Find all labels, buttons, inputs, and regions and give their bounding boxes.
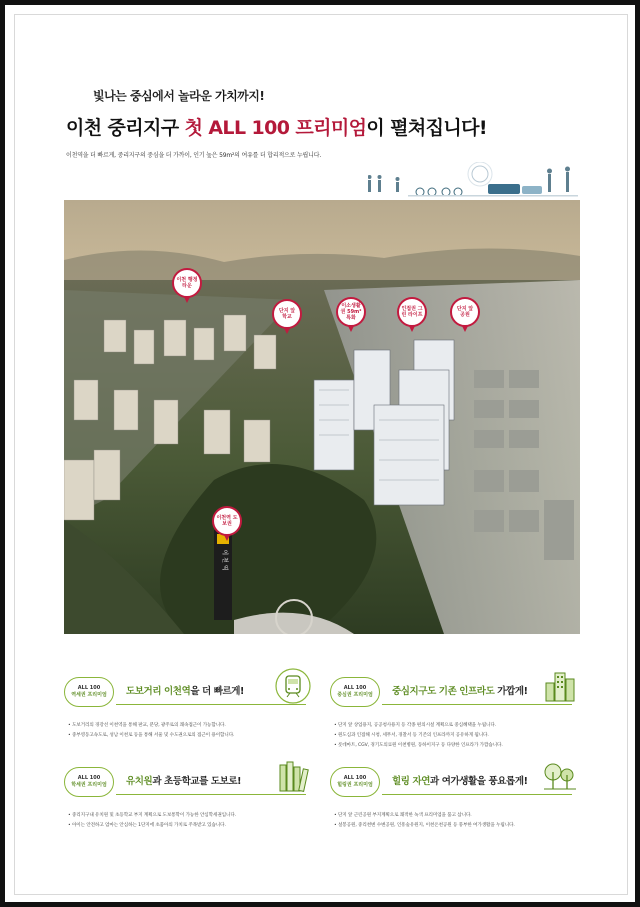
bullet-list — [68, 721, 234, 741]
sub-text: 빛나는 — [93, 89, 130, 103]
pin-label: 이천역 도보권 — [216, 515, 238, 527]
title-accent: 첫 ALL 100 프리미엄 — [184, 117, 367, 139]
pin-label: 이천 행정타운 — [176, 277, 198, 289]
card-title — [126, 683, 244, 697]
badge-bottom: 학세권 프리미엄 — [71, 782, 107, 788]
badge-top: ALL 100 — [77, 685, 101, 691]
bullet-list — [334, 811, 515, 831]
bullet-list — [334, 721, 503, 751]
badge-top: ALL 100 — [77, 775, 101, 781]
premium-badge — [330, 677, 380, 707]
sub-text: 에서 놀라운 — [152, 89, 215, 103]
books-icon — [274, 757, 312, 795]
map-pin — [397, 297, 427, 327]
bullet-item: • 원도심과 인접해 시청, 세무서, 경찰서 등 기존의 인프라까지 공유하게 됩니다. — [334, 733, 489, 738]
station-sign: 이 천 역 — [221, 549, 228, 571]
card-title-highlight: 도보거리 이천역 — [126, 686, 191, 697]
bullet-item: • 단지 앞 상업용지, 공공청사용지 등 각종 편의시설 계획으로 중심혜택을 누립니다. — [334, 723, 497, 728]
aerial-rendering — [64, 200, 580, 634]
bullet-item: • 중부영동고속도로, 성남 이천로 등을 통해 서울 및 수도권으로의 접근이 용이합니다. — [68, 733, 235, 738]
title-part: 이천 중리지구 — [66, 117, 185, 139]
train-icon — [274, 667, 312, 705]
bullet-item: • 도보거리의 경강선 이천역을 통해 판교, 분당, 광주로의 쾌속접근이 가능합니다. — [68, 723, 226, 728]
badge-bottom: 역세권 프리미엄 — [71, 692, 107, 698]
card-title — [392, 773, 528, 787]
sub-bold-2: 가치 — [214, 89, 238, 103]
bullet-item: • 롯데마트, CGV, 경기도의료원 이천병원, 동하이지구 등 다양한 인프라가 가깝습니다. — [334, 743, 503, 748]
sub-text: 까지! — [237, 89, 265, 103]
premium-badge — [64, 677, 114, 707]
map-pin — [336, 297, 366, 327]
map-pin — [212, 506, 242, 536]
badge-bottom: 힐링권 프리미엄 — [337, 782, 373, 788]
sub-bold-1: 중심 — [129, 89, 153, 103]
map-pin — [172, 268, 202, 298]
card-title-highlight: 중심지구도 기존 인프라도 — [392, 686, 495, 697]
premium-badge — [330, 767, 380, 797]
buildings-icon — [540, 667, 578, 705]
card-title — [126, 773, 241, 787]
bullet-item: • 단지 앞 근린공원 부지계획으로 쾌적한 녹색 프리미엄을 품고 삽니다. — [334, 813, 472, 818]
tree-icon — [540, 757, 578, 795]
badge-top: ALL 100 — [343, 685, 367, 691]
card-title — [392, 683, 528, 697]
bullet-item: • 중리지구내 유치원 및 초등학교 부지 계획으로 도보통학이 가능한 안심학세권입니다. — [68, 813, 237, 818]
pin-label: 이소생활권 59m² 특화 — [340, 303, 362, 321]
title-part: 이 펼쳐집니다! — [366, 117, 487, 139]
badge-bottom: 중심권 프리미엄 — [337, 692, 373, 698]
map-pin — [272, 299, 302, 329]
page-title — [66, 113, 487, 140]
card-title-highlight: 힐링 자연 — [392, 776, 431, 787]
bullet-item: • 설봉공원, 중리천변 수변공원, 인흥숲유원지, 이천온천공원 등 풍부한 여가생활을 누립니다. — [334, 823, 515, 828]
bullet-list — [68, 811, 236, 831]
card-title-rest: 가깝게! — [494, 686, 528, 697]
pin-label: 단지 앞 공원 — [456, 306, 474, 318]
people-illustration — [368, 162, 580, 202]
pin-label: 단지 앞 학교 — [278, 308, 296, 320]
card-title-highlight: 유치원 — [126, 776, 153, 787]
page-description: 이천역을 더 빠르게, 중리지구의 중심을 더 가까이, 인기 높은 59m²의 여유를 더 합리적으로 누립니다. — [66, 152, 322, 159]
badge-top: ALL 100 — [343, 775, 367, 781]
pin-label: 인접권 그린 라이프 — [401, 306, 423, 318]
card-title-rest: 과 초등학교를 도보로! — [152, 776, 242, 787]
subheadline — [93, 87, 264, 104]
bullet-item: • 아이는 안전하고 엄마는 안심하는 1단지에 초품아의 가치로 주목받고 있습니다. — [68, 823, 226, 828]
premium-badge — [64, 767, 114, 797]
card-title-rest: 을 더 빠르게! — [190, 686, 244, 697]
map-pin — [450, 297, 480, 327]
card-title-rest: 과 여가생활을 풍요롭게! — [430, 776, 528, 787]
